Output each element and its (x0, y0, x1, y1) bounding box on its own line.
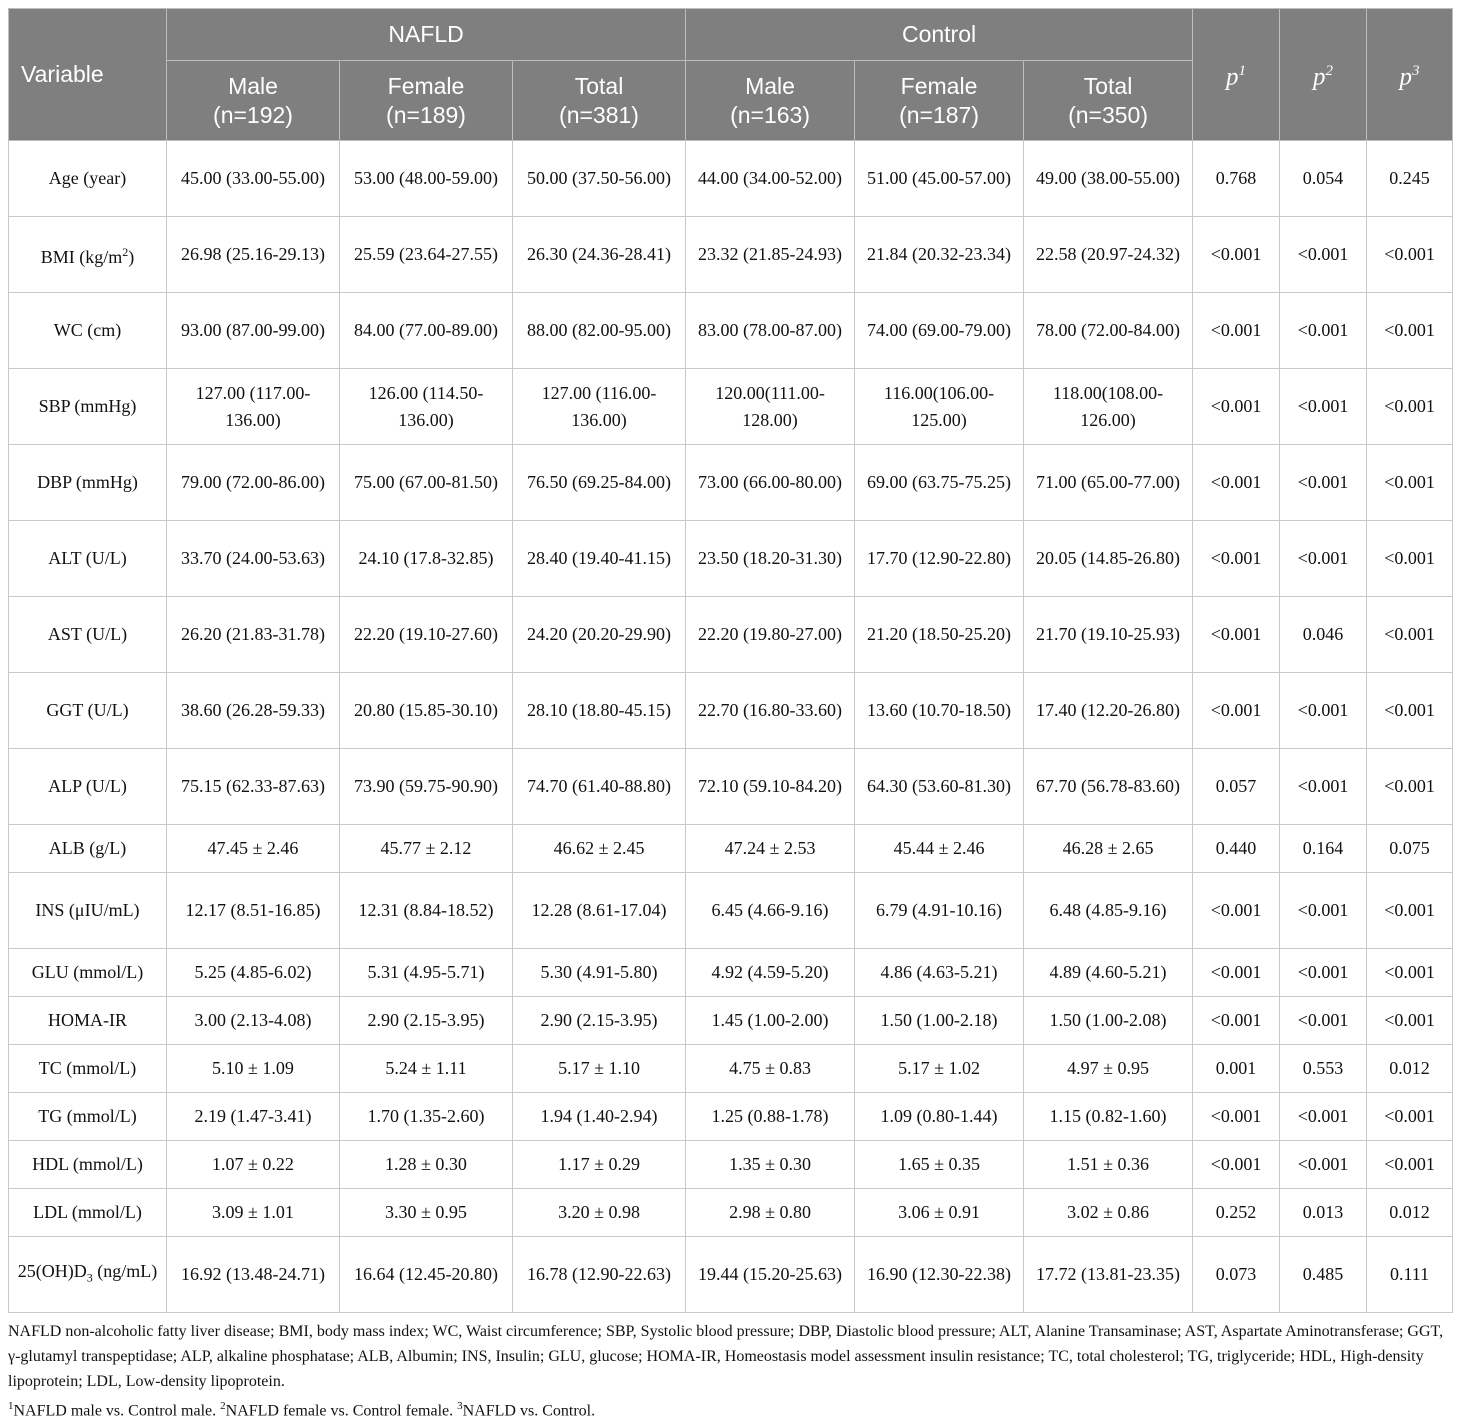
data-table (8, 8, 1453, 1313)
cell-p2: <0.001 (1280, 1141, 1367, 1189)
cell-p3: 0.012 (1367, 1189, 1453, 1237)
cell-control-female: 1.65 ± 0.35 (855, 1141, 1024, 1189)
cell-p3: <0.001 (1367, 949, 1453, 997)
cell-variable: ALT (U/L) (9, 521, 167, 597)
cell-control-female: 45.44 ± 2.46 (855, 825, 1024, 873)
cell-variable: TG (mmol/L) (9, 1093, 167, 1141)
cell-control-total: 20.05 (14.85-26.80) (1024, 521, 1193, 597)
cell-p2: <0.001 (1280, 217, 1367, 293)
cell-p3: <0.001 (1367, 369, 1453, 445)
cell-nafld-total: 76.50 (69.25-84.00) (513, 445, 686, 521)
cell-p3: <0.001 (1367, 873, 1453, 949)
cell-control-female: 21.84 (20.32-23.34) (855, 217, 1024, 293)
cell-control-total: 21.70 (19.10-25.93) (1024, 597, 1193, 673)
cell-control-female: 1.09 (0.80-1.44) (855, 1093, 1024, 1141)
cell-p2: <0.001 (1280, 1093, 1367, 1141)
cell-nafld-total: 26.30 (24.36-28.41) (513, 217, 686, 293)
cell-variable: DBP (mmHg) (9, 445, 167, 521)
cell-p2: 0.046 (1280, 597, 1367, 673)
cell-p2: <0.001 (1280, 949, 1367, 997)
cell-p3: <0.001 (1367, 997, 1453, 1045)
header-control-female: Female (n=187) (855, 61, 1024, 141)
cell-control-total: 17.72 (13.81-23.35) (1024, 1237, 1193, 1313)
cell-nafld-male: 79.00 (72.00-86.00) (167, 445, 340, 521)
cell-variable: INS (μIU/mL) (9, 873, 167, 949)
cell-variable: ALP (U/L) (9, 749, 167, 825)
cell-p1: 0.252 (1193, 1189, 1280, 1237)
cell-control-female: 74.00 (69.00-79.00) (855, 293, 1024, 369)
cell-nafld-total: 5.17 ± 1.10 (513, 1045, 686, 1093)
cell-control-male: 1.35 ± 0.30 (686, 1141, 855, 1189)
cell-control-total: 4.89 (4.60-5.21) (1024, 949, 1193, 997)
cell-nafld-female: 25.59 (23.64-27.55) (340, 217, 513, 293)
cell-nafld-female: 2.90 (2.15-3.95) (340, 997, 513, 1045)
table-row (9, 217, 1453, 293)
table-row (9, 1093, 1453, 1141)
cell-nafld-female: 24.10 (17.8-32.85) (340, 521, 513, 597)
cell-nafld-female: 5.24 ± 1.11 (340, 1045, 513, 1093)
cell-p3: <0.001 (1367, 217, 1453, 293)
cell-p1: <0.001 (1193, 445, 1280, 521)
cell-p3: <0.001 (1367, 673, 1453, 749)
cell-nafld-total: 24.20 (20.20-29.90) (513, 597, 686, 673)
cell-p1: 0.768 (1193, 141, 1280, 217)
cell-p2: 0.164 (1280, 825, 1367, 873)
cell-control-female: 21.20 (18.50-25.20) (855, 597, 1024, 673)
cell-variable: GGT (U/L) (9, 673, 167, 749)
cell-p2: 0.485 (1280, 1237, 1367, 1313)
cell-nafld-female: 45.77 ± 2.12 (340, 825, 513, 873)
cell-control-total: 3.02 ± 0.86 (1024, 1189, 1193, 1237)
cell-p3: 0.111 (1367, 1237, 1453, 1313)
table-row (9, 369, 1453, 445)
cell-p2: <0.001 (1280, 749, 1367, 825)
cell-nafld-female: 5.31 (4.95-5.71) (340, 949, 513, 997)
cell-nafld-female: 126.00 (114.50-136.00) (340, 369, 513, 445)
cell-control-female: 13.60 (10.70-18.50) (855, 673, 1024, 749)
cell-control-total: 49.00 (38.00-55.00) (1024, 141, 1193, 217)
cell-variable: BMI $(kg/m^2)$ (9, 217, 167, 293)
cell-nafld-male: 2.19 (1.47-3.41) (167, 1093, 340, 1141)
header-nafld-male: Male (n=192) (167, 61, 340, 141)
cell-nafld-female: 20.80 (15.85-30.10) (340, 673, 513, 749)
cell-nafld-total: 1.17 ± 0.29 (513, 1141, 686, 1189)
table-row (9, 1189, 1453, 1237)
cell-nafld-female: 12.31 (8.84-18.52) (340, 873, 513, 949)
cell-p1: <0.001 (1193, 217, 1280, 293)
cell-control-male: 4.75 ± 0.83 (686, 1045, 855, 1093)
cell-control-total: 71.00 (65.00-77.00) (1024, 445, 1193, 521)
cell-p3: <0.001 (1367, 749, 1453, 825)
cell-control-female: 1.50 (1.00-2.18) (855, 997, 1024, 1045)
table-row (9, 1141, 1453, 1189)
cell-control-female: 116.00(106.00-125.00) (855, 369, 1024, 445)
cell-p1: <0.001 (1193, 293, 1280, 369)
cell-nafld-female: 16.64 (12.45-20.80) (340, 1237, 513, 1313)
cell-variable: SBP (mmHg) (9, 369, 167, 445)
footnote-comparisons: $^1$NAFLD male vs. Control male. $^2$NAFLD female vs. Control female. $^3$NAFLD vs. Control. (8, 1400, 596, 1420)
cell-nafld-total: 1.94 (1.40-2.94) (513, 1093, 686, 1141)
header-group-control: Control (686, 9, 1193, 61)
cell-control-total: 17.40 (12.20-26.80) (1024, 673, 1193, 749)
cell-nafld-male: 33.70 (24.00-53.63) (167, 521, 340, 597)
cell-control-total: 118.00(108.00-126.00) (1024, 369, 1193, 445)
cell-p2: <0.001 (1280, 873, 1367, 949)
cell-nafld-total: 88.00 (82.00-95.00) (513, 293, 686, 369)
cell-p1: 0.001 (1193, 1045, 1280, 1093)
cell-control-male: 4.92 (4.59-5.20) (686, 949, 855, 997)
cell-variable: Age (year) (9, 141, 167, 217)
cell-variable: AST (U/L) (9, 597, 167, 673)
cell-control-female: 17.70 (12.90-22.80) (855, 521, 1024, 597)
cell-nafld-total: 46.62 ± 2.45 (513, 825, 686, 873)
cell-nafld-male: 3.00 (2.13-4.08) (167, 997, 340, 1045)
table-row (9, 141, 1453, 217)
cell-control-total: 67.70 (56.78-83.60) (1024, 749, 1193, 825)
table-row (9, 825, 1453, 873)
cell-p2: 0.054 (1280, 141, 1367, 217)
cell-nafld-male: 5.10 ± 1.09 (167, 1045, 340, 1093)
cell-nafld-female: 22.20 (19.10-27.60) (340, 597, 513, 673)
cell-p3: <0.001 (1367, 445, 1453, 521)
cell-control-male: 1.25 (0.88-1.78) (686, 1093, 855, 1141)
table-header (9, 9, 1453, 141)
cell-control-male: 44.00 (34.00-52.00) (686, 141, 855, 217)
table-row (9, 949, 1453, 997)
cell-nafld-male: 38.60 (26.28-59.33) (167, 673, 340, 749)
cell-nafld-female: 3.30 ± 0.95 (340, 1189, 513, 1237)
cell-variable: GLU (mmol/L) (9, 949, 167, 997)
cell-control-total: 22.58 (20.97-24.32) (1024, 217, 1193, 293)
cell-p2: <0.001 (1280, 673, 1367, 749)
cell-control-male: 120.00(111.00-128.00) (686, 369, 855, 445)
header-group-nafld: NAFLD (167, 9, 686, 61)
cell-variable: HOMA-IR (9, 997, 167, 1045)
table-row (9, 673, 1453, 749)
cell-p1: <0.001 (1193, 1093, 1280, 1141)
cell-p3: <0.001 (1367, 597, 1453, 673)
header-control-male: Male (n=163) (686, 61, 855, 141)
cell-nafld-male: 47.45 ± 2.46 (167, 825, 340, 873)
cell-control-male: 2.98 ± 0.80 (686, 1189, 855, 1237)
cell-control-male: 6.45 (4.66-9.16) (686, 873, 855, 949)
cell-p1: <0.001 (1193, 369, 1280, 445)
cell-p1: <0.001 (1193, 1141, 1280, 1189)
cell-variable: TC (mmol/L) (9, 1045, 167, 1093)
cell-control-male: 73.00 (66.00-80.00) (686, 445, 855, 521)
table-row (9, 1045, 1453, 1093)
cell-control-male: 83.00 (78.00-87.00) (686, 293, 855, 369)
cell-p1: 0.073 (1193, 1237, 1280, 1313)
cell-nafld-female: 75.00 (67.00-81.50) (340, 445, 513, 521)
table-row (9, 293, 1453, 369)
cell-nafld-total: 3.20 ± 0.98 (513, 1189, 686, 1237)
cell-control-male: 23.50 (18.20-31.30) (686, 521, 855, 597)
cell-nafld-male: 3.09 ± 1.01 (167, 1189, 340, 1237)
cell-nafld-female: 1.28 ± 0.30 (340, 1141, 513, 1189)
cell-p1: 0.057 (1193, 749, 1280, 825)
cell-p2: 0.553 (1280, 1045, 1367, 1093)
cell-nafld-female: 73.90 (59.75-90.90) (340, 749, 513, 825)
cell-p3: <0.001 (1367, 293, 1453, 369)
cell-control-female: 3.06 ± 0.91 (855, 1189, 1024, 1237)
cell-control-female: 5.17 ± 1.02 (855, 1045, 1024, 1093)
cell-nafld-total: 28.10 (18.80-45.15) (513, 673, 686, 749)
cell-p2: <0.001 (1280, 521, 1367, 597)
header-nafld-total: Total (n=381) (513, 61, 686, 141)
cell-control-male: 47.24 ± 2.53 (686, 825, 855, 873)
cell-control-female: 51.00 (45.00-57.00) (855, 141, 1024, 217)
cell-p2: <0.001 (1280, 997, 1367, 1045)
cell-control-total: 46.28 ± 2.65 (1024, 825, 1193, 873)
cell-control-male: 22.70 (16.80-33.60) (686, 673, 855, 749)
cell-p3: 0.245 (1367, 141, 1453, 217)
cell-control-female: 64.30 (53.60-81.30) (855, 749, 1024, 825)
cell-nafld-male: 127.00 (117.00-136.00) (167, 369, 340, 445)
cell-nafld-total: 2.90 (2.15-3.95) (513, 997, 686, 1045)
table-row (9, 597, 1453, 673)
cell-nafld-total: 50.00 (37.50-56.00) (513, 141, 686, 217)
table-container (8, 8, 1452, 1423)
cell-control-total: 78.00 (72.00-84.00) (1024, 293, 1193, 369)
cell-p1: <0.001 (1193, 997, 1280, 1045)
cell-p2: <0.001 (1280, 293, 1367, 369)
cell-variable: ALB (g/L) (9, 825, 167, 873)
cell-control-male: 72.10 (59.10-84.20) (686, 749, 855, 825)
table-row (9, 749, 1453, 825)
table-row (9, 1237, 1453, 1313)
cell-p1: <0.001 (1193, 949, 1280, 997)
cell-nafld-male: 75.15 (62.33-87.63) (167, 749, 340, 825)
cell-p3: 0.012 (1367, 1045, 1453, 1093)
cell-control-total: 1.51 ± 0.36 (1024, 1141, 1193, 1189)
cell-p1: <0.001 (1193, 597, 1280, 673)
cell-nafld-total: 74.70 (61.40-88.80) (513, 749, 686, 825)
table-row (9, 445, 1453, 521)
cell-nafld-male: 26.20 (21.83-31.78) (167, 597, 340, 673)
cell-p2: <0.001 (1280, 445, 1367, 521)
cell-p1: 0.440 (1193, 825, 1280, 873)
cell-nafld-total: 5.30 (4.91-5.80) (513, 949, 686, 997)
cell-p3: <0.001 (1367, 521, 1453, 597)
table-row (9, 521, 1453, 597)
cell-control-total: 1.50 (1.00-2.08) (1024, 997, 1193, 1045)
cell-control-female: 6.79 (4.91-10.16) (855, 873, 1024, 949)
cell-control-total: 6.48 (4.85-9.16) (1024, 873, 1193, 949)
cell-nafld-female: 84.00 (77.00-89.00) (340, 293, 513, 369)
cell-p1: <0.001 (1193, 873, 1280, 949)
cell-p2: 0.013 (1280, 1189, 1367, 1237)
cell-control-male: 23.32 (21.85-24.93) (686, 217, 855, 293)
header-p1: $p^1$ (1193, 9, 1280, 141)
cell-variable: $25(OH)D_3$ (ng/mL) (9, 1237, 167, 1313)
cell-nafld-male: 5.25 (4.85-6.02) (167, 949, 340, 997)
cell-nafld-male: 93.00 (87.00-99.00) (167, 293, 340, 369)
cell-nafld-total: 127.00 (116.00-136.00) (513, 369, 686, 445)
cell-nafld-male: 1.07 ± 0.22 (167, 1141, 340, 1189)
cell-p2: <0.001 (1280, 369, 1367, 445)
cell-p1: <0.001 (1193, 673, 1280, 749)
cell-p1: <0.001 (1193, 521, 1280, 597)
header-nafld-female: Female (n=189) (340, 61, 513, 141)
cell-nafld-male: 26.98 (25.16-29.13) (167, 217, 340, 293)
cell-control-male: 19.44 (15.20-25.63) (686, 1237, 855, 1313)
header-p2: $p^2$ (1280, 9, 1367, 141)
table-row (9, 873, 1453, 949)
footnote-abbreviations: NAFLD non-alcoholic fatty liver disease; BMI, body mass index; WC, Waist circumference; SBP, Systolic blood pressure; DBP, Diastolic blood pressure; ALT, Alanine Transaminase; AST, Aspartate Aminotransferase; GGT, γ-glutamyl transpeptidase; ALP, alkaline phosphatase; ALB, Albumin; INS, Insulin; GLU, glucose; HOMA-IR, Homeostasis model assessment insulin resistance; TC, total cholesterol; TG, triglyceride; HDL, High-density lipoprotein; LDL, Low-density lipoprotein. (8, 1323, 1444, 1390)
cell-control-female: 4.86 (4.63-5.21) (855, 949, 1024, 997)
header-control-total: Total (n=350) (1024, 61, 1193, 141)
cell-p3: 0.075 (1367, 825, 1453, 873)
cell-control-female: 69.00 (63.75-75.25) (855, 445, 1024, 521)
table-body (9, 141, 1453, 1313)
header-p3: $p^3$ (1367, 9, 1453, 141)
cell-variable: WC (cm) (9, 293, 167, 369)
table-row (9, 997, 1453, 1045)
cell-variable: HDL (mmol/L) (9, 1141, 167, 1189)
table-footnote (8, 1319, 1452, 1423)
cell-control-total: 4.97 ± 0.95 (1024, 1045, 1193, 1093)
cell-control-female: 16.90 (12.30-22.38) (855, 1237, 1024, 1313)
cell-nafld-female: 1.70 (1.35-2.60) (340, 1093, 513, 1141)
cell-nafld-total: 12.28 (8.61-17.04) (513, 873, 686, 949)
cell-nafld-male: 45.00 (33.00-55.00) (167, 141, 340, 217)
cell-control-male: 1.45 (1.00-2.00) (686, 997, 855, 1045)
cell-variable: LDL (mmol/L) (9, 1189, 167, 1237)
cell-control-total: 1.15 (0.82-1.60) (1024, 1093, 1193, 1141)
cell-nafld-male: 16.92 (13.48-24.71) (167, 1237, 340, 1313)
cell-nafld-female: 53.00 (48.00-59.00) (340, 141, 513, 217)
cell-nafld-total: 28.40 (19.40-41.15) (513, 521, 686, 597)
cell-nafld-total: 16.78 (12.90-22.63) (513, 1237, 686, 1313)
cell-nafld-male: 12.17 (8.51-16.85) (167, 873, 340, 949)
cell-p3: <0.001 (1367, 1093, 1453, 1141)
header-variable: Variable (9, 9, 167, 141)
cell-control-male: 22.20 (19.80-27.00) (686, 597, 855, 673)
cell-p3: <0.001 (1367, 1141, 1453, 1189)
